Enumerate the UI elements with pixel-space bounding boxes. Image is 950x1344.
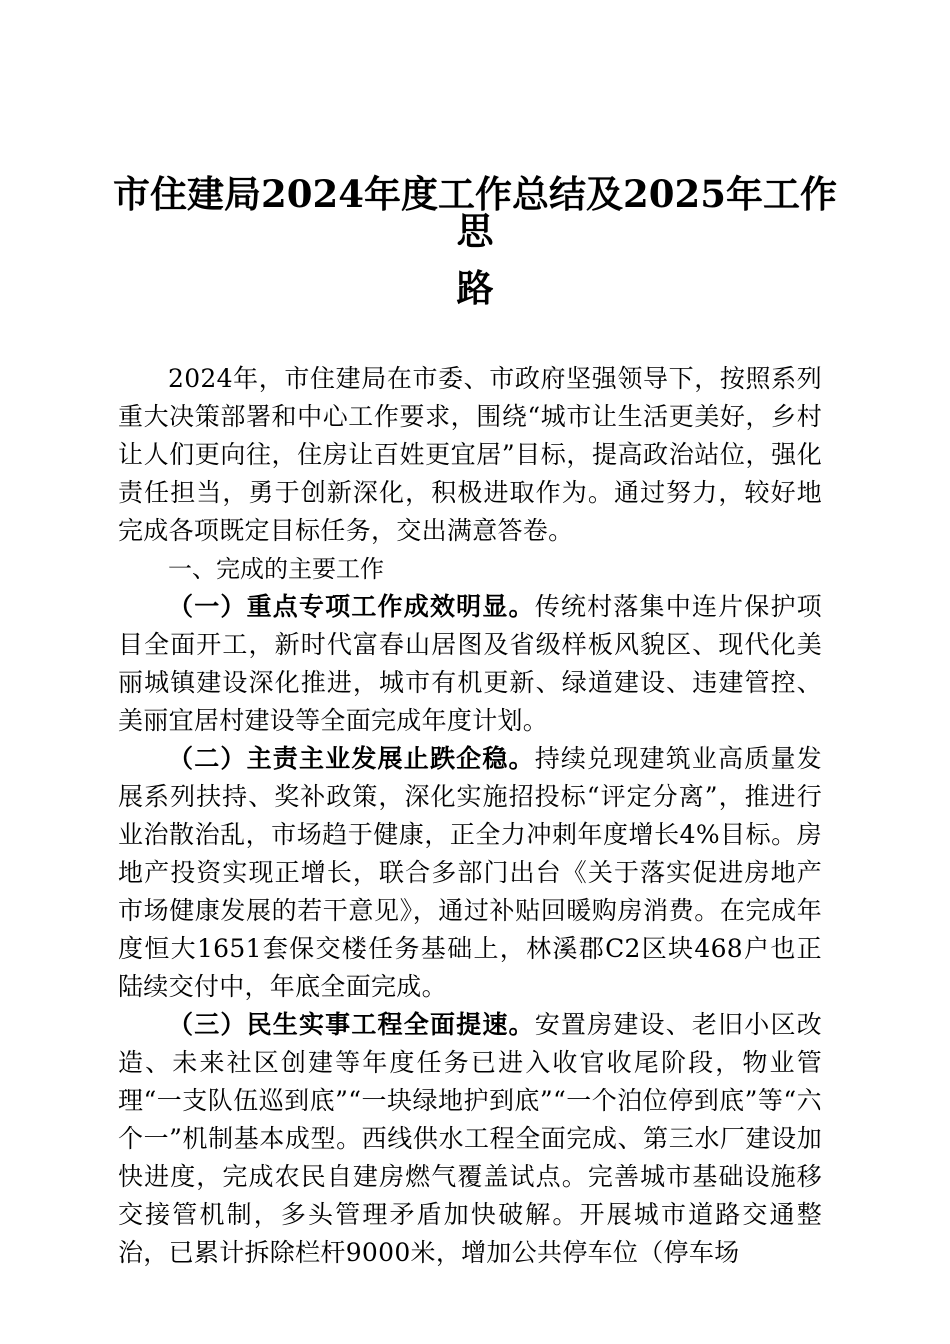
section-heading-1: 一、完成的主要工作: [168, 555, 384, 583]
item-lead-2: （二）主责主业发展止跌企稳。: [168, 744, 535, 773]
item-text-3: 安置房建设、老旧小区改造、未来社区创建等年度任务已进入收官收尾阶段，物业管理“一支队伍巡到底”“一块绿地护到底”“一个泊位停到底”等“六个一”机制基本成型。西线供水工程全面完成、第三水厂建设加快进度，完成农民自建房燃气覆盖试点。完善城市基础设施移交接管机制，多头管理矛盾加快破解。开展城市道路交通整治，已累计拆除栏杆9000米，增加公共停车位（停车场: [118, 1010, 822, 1267]
item-text-2: 持续兑现建筑业高质量发展系列扶持、奖补政策，深化实施招投标“评定分离”，推进行业治散治乱，市场趋于健康，正全力冲刺年度增长4%目标。房地产投资实现正增长，联合多部门出台《关于落实促进房地产市场健康发展的若干意见》，通过补贴回暖购房消费。在完成年度恒大1651套保交楼任务基础上，林溪郡C2区块468户也正陆续交付中，年底全面完成。: [118, 744, 822, 1001]
document-title-line-2: 路: [456, 266, 494, 310]
item-paragraph-3: [118, 1006, 822, 1272]
item-paragraph-2: [118, 740, 822, 1006]
item-paragraph-1: [118, 588, 822, 740]
document-title-line-1: 市住建局2024年度工作总结及2025年工作思: [113, 172, 837, 253]
item-lead-3: （三）民生实事工程全面提速。: [168, 1010, 535, 1039]
intro-paragraph: 2024年，市住建局在市委、市政府坚强领导下，按照系列重大决策部署和中心工作要求，围绕“城市让生活更美好，乡村让人们更向往，住房让百姓更宜居”目标，提高政治站位，强化责任担当，勇于创新深化，积极进取作为。通过努力，较好地完成各项既定目标任务，交出满意答卷。: [118, 364, 822, 545]
document-body: [118, 360, 822, 1272]
item-text-1: 传统村落集中连片保护项目全面开工，新时代富春山居图及省级样板风貌区、现代化美丽城镇建设深化推进，城市有机更新、绿道建设、违建管控、美丽宜居村建设等全面完成年度计划。: [118, 592, 822, 735]
item-lead-1: （一）重点专项工作成效明显。: [168, 592, 535, 621]
